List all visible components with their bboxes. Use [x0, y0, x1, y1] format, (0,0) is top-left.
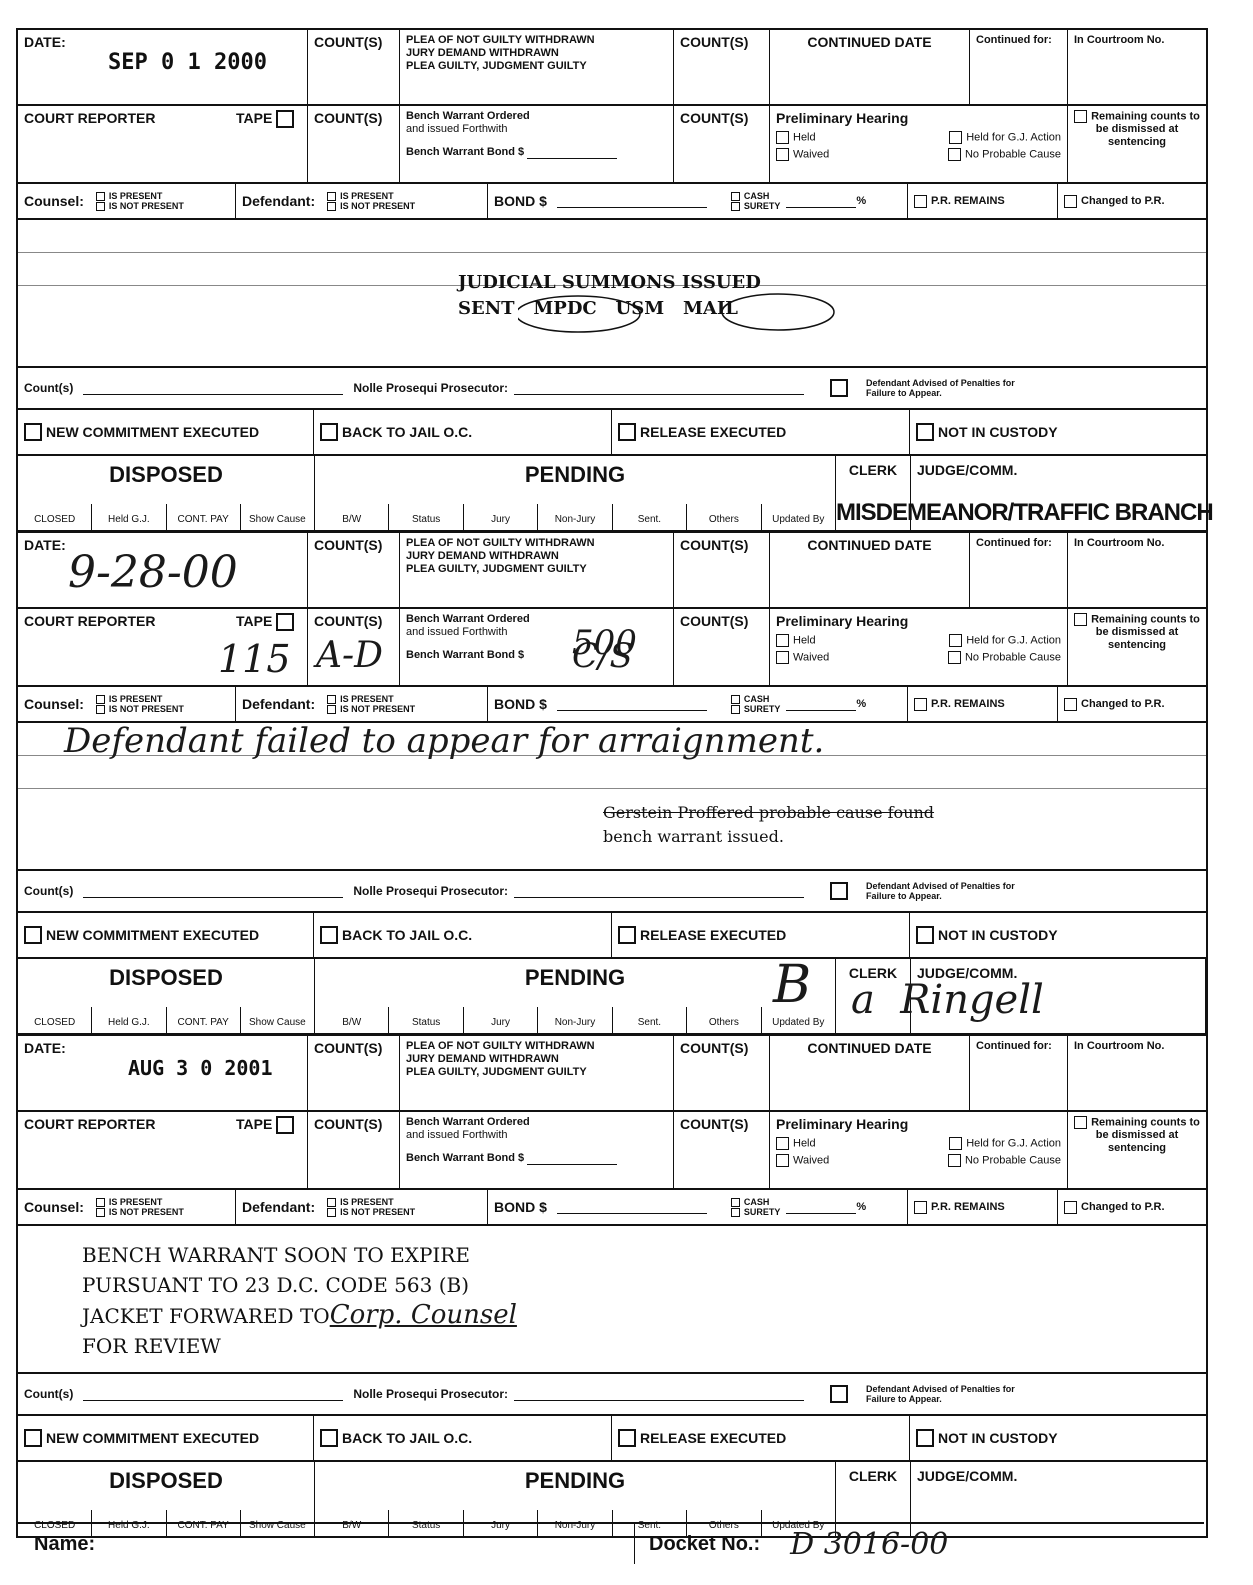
- counsel-label: Counsel:: [24, 192, 84, 209]
- court-reporter-label: COURT REPORTER: [24, 110, 156, 126]
- entry-date-handwritten: 9-28-00: [68, 547, 238, 598]
- defendant-not-present-checkbox[interactable]: [327, 1208, 336, 1217]
- pending-label: PENDING: [524, 462, 626, 487]
- nolle-line-blank: [514, 382, 804, 395]
- counts-line-row: [18, 368, 1206, 410]
- preliminary-hearing-block: [770, 106, 1068, 182]
- counts-label: COUNT(S): [308, 1036, 400, 1110]
- continued-for-label: Continued for:: [970, 30, 1068, 104]
- col-others: Others: [687, 504, 761, 530]
- disposed-label: DISPOSED: [109, 462, 223, 487]
- branch-label: MISDEMEANOR/TRAFFIC BRANCH: [836, 499, 1213, 526]
- in-courtroom-label: In Courtroom No.: [1074, 537, 1165, 549]
- new-commitment-checkbox[interactable]: [24, 1429, 42, 1447]
- reporter-handwritten: 115: [218, 637, 291, 681]
- changed-pr-label: Changed to P.R.: [1081, 194, 1165, 207]
- held-checkbox[interactable]: [776, 131, 789, 144]
- notes-area: [18, 1226, 1206, 1374]
- not-in-custody-checkbox[interactable]: [916, 1429, 934, 1447]
- advised-checkbox[interactable]: [830, 1385, 848, 1403]
- col-closed: CLOSED: [18, 504, 92, 530]
- not-in-custody-checkbox[interactable]: [916, 423, 934, 441]
- release-executed-label: RELEASE EXECUTED: [640, 424, 787, 440]
- not-in-custody-label: NOT IN CUSTODY: [938, 424, 1058, 440]
- notes-line-1: BENCH WARRANT SOON TO EXPIRE: [82, 1243, 470, 1267]
- notes-line-4: FOR REVIEW: [82, 1334, 221, 1358]
- notes-typed-line-1: Gerstein Proffered probable cause found: [603, 803, 935, 822]
- no-probable-checkbox[interactable]: [948, 651, 961, 664]
- changed-pr-checkbox[interactable]: [1064, 1201, 1077, 1214]
- bench-warrant-line-2: and issued Forthwith: [406, 123, 508, 135]
- entry-header-row: DATE: AUG 3 0 2001 COUNT(S) PLEA OF NOT GUILTY WITHDRAWN JURY DEMAND WITHDRAWN PLEA GUILTY, JUDGMENT GUILTY COUNT(S) CONTINUED DATE Continued for: In Courtroom No.: [18, 1036, 1206, 1112]
- pr-remains-label: P.R. REMAINS: [931, 194, 1005, 207]
- bond-label: BOND $: [494, 192, 547, 209]
- surety-checkbox[interactable]: [731, 202, 740, 211]
- percent-label: %: [856, 194, 867, 207]
- new-commitment-label: NEW COMMITMENT EXECUTED: [46, 424, 260, 440]
- col-held-gj: Held G.J.: [92, 504, 166, 530]
- cash-checkbox[interactable]: [731, 1198, 740, 1207]
- pr-remains-checkbox[interactable]: [914, 1201, 927, 1214]
- counsel-row: [18, 184, 1206, 220]
- back-to-jail-checkbox[interactable]: [320, 926, 338, 944]
- percent-line: [786, 195, 856, 208]
- counsel-row: Counsel: IS PRESENT IS NOT PRESENT Defendant: IS PRESENT IS NOT PRESENT BOND $ CASH SURETY % P.R. REMAINS Changed to P.R.: [18, 687, 1206, 723]
- counts-label: COUNT(S): [308, 533, 400, 607]
- col-jury: Jury: [464, 504, 538, 530]
- tape-checkbox[interactable]: [276, 613, 294, 631]
- defendant-not-present-checkbox[interactable]: [327, 202, 336, 211]
- circled-marks: [518, 292, 848, 352]
- notes-line-3: JACKET FORWARED TO: [82, 1304, 330, 1328]
- entry-date: AUG 3 0 2001: [128, 1056, 273, 1080]
- defendant-present-checkbox[interactable]: [327, 695, 336, 704]
- entry-header-row: [18, 30, 1206, 106]
- col-non-jury: Non-Jury: [538, 504, 612, 530]
- counsel-present-checkbox[interactable]: [96, 695, 105, 704]
- counts-label: COUNT(S): [674, 1036, 770, 1110]
- cash-label: CASH: [743, 190, 770, 201]
- tape-label: TAPE: [236, 110, 273, 126]
- col-updated-by: Updated By: [772, 514, 825, 525]
- counts-label: COUNT(S): [674, 533, 770, 607]
- col-status: Status: [389, 504, 463, 530]
- judge-comm-label: JUDGE/COMM.: [917, 462, 1018, 478]
- release-executed-checkbox[interactable]: [618, 1429, 636, 1447]
- advised-checkbox[interactable]: [830, 882, 848, 900]
- counts-handwritten: A-D: [316, 635, 384, 676]
- no-probable-label: No Probable Cause: [964, 148, 1061, 161]
- held-label: Held: [793, 131, 816, 144]
- notes-line-2: PURSUANT TO 23 D.C. CODE 563 (B): [82, 1273, 470, 1297]
- docket-label: Docket No.:: [649, 1532, 761, 1555]
- court-reporter-label: COURT REPORTER: [24, 613, 156, 629]
- bond-line: [557, 195, 707, 208]
- remaining-counts-checkbox[interactable]: [1074, 613, 1087, 626]
- plea-block: PLEA OF NOT GUILTY WITHDRAWN JURY DEMAND WITHDRAWN PLEA GUILTY, JUDGMENT GUILTY: [400, 533, 674, 607]
- bench-warrant-bond-label: Bench Warrant Bond $: [406, 649, 525, 661]
- held-gj-checkbox[interactable]: [949, 1137, 962, 1150]
- docket-entry-3: DATE: AUG 3 0 2001 COUNT(S) PLEA OF NOT GUILTY WITHDRAWN JURY DEMAND WITHDRAWN PLEA GUILTY, JUDGMENT GUILTY COUNT(S) CONTINUED DATE Continued for: In Courtroom No. COURT REPORTER TAPE COUNT(S) Bench Warrant Ordered and issued Forthwith Bench Warrant Bond $ COUNT(S) Preliminary Hearing Held Held for G.J. Action Waived No Probable Cause Remaining counts to be dismissed at sentencing Counsel: IS PRESENT IS NOT PRESENT Defendant: IS PRESENT IS NOT PRESENT BOND $ CASH SURETY % P.R. REMAINS Changed to P.R. BENCH WARRANT SOON TO EXPIRE PURSUANT TO 23 D.C. CODE 563 (B) JACKET FORWARED TOCorp. Counsel FOR REVIEW Count(s) Nolle Prosequi Prosecutor: Defendant Advised of Penalties for Failure to Appear. NEW COMMITMENT EXECUTED BACK TO JAIL O.C. RELEASE EXECUTED NOT IN CUSTODY DISPOSED CLOSED Held G.J. CONT. PAY Show Cause PENDING B/W Status Jury Non-Jury Sent. Others Updated By CLERK JUDGE/COMM.: [18, 1036, 1206, 1536]
- back-to-jail-checkbox[interactable]: [320, 423, 338, 441]
- surety-checkbox[interactable]: [731, 705, 740, 714]
- counsel-present-label: IS PRESENT: [108, 190, 163, 201]
- remaining-counts-checkbox[interactable]: [1074, 110, 1087, 123]
- defendant-present-label: IS PRESENT: [340, 190, 394, 201]
- date-label: DATE:: [24, 537, 66, 553]
- advised-checkbox[interactable]: [830, 379, 848, 397]
- plea-line-1: PLEA OF NOT GUILTY WITHDRAWN: [406, 34, 595, 46]
- continued-date-label: CONTINUED DATE: [770, 533, 970, 607]
- notes-line-1: JUDICIAL SUMMONS ISSUED: [458, 272, 761, 293]
- held-gj-label: Held for G.J. Action: [966, 131, 1061, 144]
- defendant-not-present-label: IS NOT PRESENT: [340, 201, 416, 211]
- counts-label: COUNT(S): [674, 30, 770, 104]
- counsel-not-present-checkbox[interactable]: [96, 202, 105, 211]
- bench-warrant-line-1: Bench Warrant Ordered: [406, 110, 530, 122]
- no-probable-checkbox[interactable]: [948, 1154, 961, 1167]
- not-in-custody-checkbox[interactable]: [916, 926, 934, 944]
- bench-warrant-bond-line: [527, 146, 617, 159]
- judge-handwritten: a Ringell: [851, 977, 1044, 1023]
- plea-line-2: JURY DEMAND WITHDRAWN: [406, 47, 559, 59]
- pr-remains-checkbox[interactable]: [914, 698, 927, 711]
- docket-entry-2: DATE: 9-28-00 COUNT(S) PLEA OF NOT GUILTY WITHDRAWN JURY DEMAND WITHDRAWN PLEA GUILTY, JUDGMENT GUILTY COUNT(S) CONTINUED DATE Continued for: In Courtroom No. COURT REPORTER TAPE 115 COUNT(S) A-D Bench Warrant Ordered and issued Forthwith Bench Warrant Bond $ 500 C/S COUNT(S) Preliminary Hearing Held Held for G.J. Action Waived No Probable Cause Remaining counts to be dismissed at sentencing Counsel: IS PRESENT IS NOT PRESENT Defendant: IS PRESENT IS NOT PRESENT BOND $ CASH SURETY % P.R. REMAINS Changed to P.R. Defendant failed to appear for arraignment. Gerstein Proffered probable cause found bench warrant issued. Count(s) Nolle Prosequi Prosecutor: Defendant Advised of Penalties for Failure to Appear. NEW COMMITMENT EXECUTED BACK TO JAIL O.C. RELEASE EXECUTED NOT IN CUSTODY DISPOSED CLOSED Held G.J. CONT. PAY Show Cause PENDING B/W Status Jury Non-Jury Sent. Others Updated By B CLERK JUDGE/COMM. a Ringell MISDEMEANOR/TRAFFIC BRANCH: [18, 533, 1206, 1036]
- defendant-label: Defendant:: [242, 192, 316, 209]
- counsel-present-checkbox[interactable]: [96, 1198, 105, 1207]
- waived-checkbox[interactable]: [776, 148, 789, 161]
- advised-label: Defendant Advised of Penalties for Failure to Appear.: [866, 378, 1015, 398]
- col-sent: Sent.: [613, 504, 687, 530]
- tape-label: TAPE: [236, 613, 273, 629]
- held-gj-checkbox[interactable]: [949, 131, 962, 144]
- release-executed-checkbox[interactable]: [618, 423, 636, 441]
- bench-warrant-bond-label: Bench Warrant Bond $: [406, 146, 525, 158]
- release-executed-checkbox[interactable]: [618, 926, 636, 944]
- bench-warrant-block: [400, 106, 674, 182]
- date-label: DATE:: [24, 34, 66, 50]
- counts-label: COUNT(S): [674, 106, 770, 182]
- defendant-present-checkbox[interactable]: [327, 1198, 336, 1207]
- counts-line-label: Count(s): [24, 381, 74, 395]
- tape-checkbox[interactable]: [276, 1116, 294, 1134]
- back-to-jail-checkbox[interactable]: [320, 1429, 338, 1447]
- preliminary-hearing-label: Preliminary Hearing: [776, 110, 909, 126]
- entry-date: SEP 0 1 2000: [108, 50, 267, 75]
- bond-handwritten: 500 C/S: [572, 623, 637, 676]
- counsel-present-checkbox[interactable]: [96, 192, 105, 201]
- new-commitment-checkbox[interactable]: [24, 926, 42, 944]
- waived-checkbox[interactable]: [776, 651, 789, 664]
- notes-area: [18, 220, 1206, 368]
- entry-header-row: [18, 533, 1206, 609]
- in-courtroom-label: In Courtroom No.: [1074, 34, 1165, 46]
- counts-label: COUNT(S): [308, 30, 400, 104]
- surety-label: SURETY: [743, 201, 781, 211]
- cash-checkbox[interactable]: [731, 695, 740, 704]
- docket-number-handwritten: D 3016-00: [790, 1526, 949, 1562]
- clerk-label: CLERK: [836, 456, 911, 530]
- held-gj-checkbox[interactable]: [949, 634, 962, 647]
- nolle-label: Nolle Prosequi Prosecutor:: [353, 381, 509, 395]
- counsel-not-present-checkbox[interactable]: [96, 705, 105, 714]
- docket-form: [16, 28, 1213, 1538]
- docket-entry-1: [18, 30, 1206, 533]
- forward-handwritten: Corp. Counsel: [329, 1300, 517, 1330]
- cash-checkbox[interactable]: [731, 192, 740, 201]
- waived-label: Waived: [793, 148, 830, 161]
- col-show-cause: Show Cause: [249, 514, 306, 525]
- held-checkbox[interactable]: [776, 1137, 789, 1150]
- no-probable-checkbox[interactable]: [948, 148, 961, 161]
- counts-line-blank: [83, 382, 343, 395]
- tape-checkbox[interactable]: [276, 110, 294, 128]
- notes-line-2: SENT MPDC USM MAIL: [458, 298, 738, 319]
- held-checkbox[interactable]: [776, 634, 789, 647]
- plea-block: [400, 30, 674, 104]
- counts-label: COUNT(S): [674, 609, 770, 685]
- counsel-not-present-checkbox[interactable]: [96, 1208, 105, 1217]
- waived-checkbox[interactable]: [776, 1154, 789, 1167]
- notes-area: [18, 723, 1206, 871]
- defendant-not-present-checkbox[interactable]: [327, 705, 336, 714]
- continued-for-label: Continued for:: [970, 533, 1068, 607]
- col-bw: B/W: [315, 504, 389, 530]
- defendant-present-checkbox[interactable]: [327, 192, 336, 201]
- name-label: Name:: [34, 1532, 96, 1555]
- date-label: DATE:: [24, 1040, 66, 1056]
- continued-date-label: CONTINUED DATE: [770, 30, 970, 104]
- updated-by-handwritten: B: [773, 955, 812, 1015]
- counsel-not-present-label: IS NOT PRESENT: [108, 201, 184, 211]
- plea-line-3: PLEA GUILTY, JUDGMENT GUILTY: [406, 60, 587, 72]
- col-cont-pay: CONT. PAY: [167, 504, 241, 530]
- remaining-counts-label: Remaining counts to be dismissed at sentencing: [1091, 110, 1200, 149]
- surety-checkbox[interactable]: [731, 1208, 740, 1217]
- notes-typed-line-2: bench warrant issued.: [603, 827, 784, 846]
- counts-label: COUNT(S): [314, 613, 383, 629]
- counts-label: COUNT(S): [308, 106, 400, 182]
- footer-row: [16, 1522, 1204, 1564]
- notes-handwritten-line: Defendant failed to appear for arraignment.: [64, 721, 825, 761]
- changed-pr-checkbox[interactable]: [1064, 698, 1077, 711]
- remaining-counts-checkbox[interactable]: [1074, 1116, 1087, 1129]
- new-commitment-checkbox[interactable]: [24, 423, 42, 441]
- pr-remains-checkbox[interactable]: [914, 195, 927, 208]
- changed-pr-checkbox[interactable]: [1064, 195, 1077, 208]
- back-to-jail-label: BACK TO JAIL O.C.: [342, 424, 473, 440]
